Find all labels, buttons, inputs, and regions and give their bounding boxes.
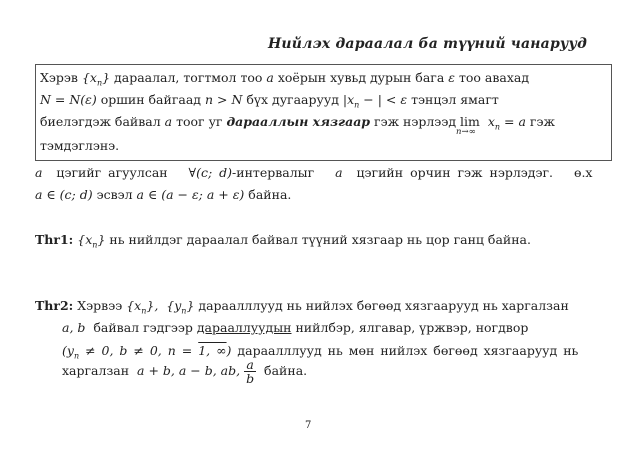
- definition-line-2: [40, 92, 499, 110]
- sequence-symbol: $\{x_n\}$: [77, 232, 106, 250]
- fraction: $\frac{a}{b}$: [246, 357, 255, 386]
- theorem-text: нь нийлдэг дараалал байвал түүний хязгаар нь цор ганц байна.: [109, 232, 531, 247]
- definition-line-3: [40, 114, 555, 137]
- math-var: a: [164, 114, 173, 129]
- theorem-label: Thr1:: [35, 232, 74, 247]
- note-line-2: a ∈ (c; d) эсвэл a ∈ (a − ε; a + ε) байна.: [35, 187, 292, 202]
- sequence-symbol: $\{x_n\}$,: [126, 298, 159, 316]
- theorem-2-line-4: харгалзан a + b, a − b, ab, $\frac{a}{b}$ байна.: [62, 357, 308, 386]
- math-expr: $|x_n$ − | < ε: [342, 92, 408, 110]
- definition-text: дараалал, тогтмол тоо: [114, 70, 263, 85]
- math-expr: $x_n = a$: [487, 114, 526, 132]
- sequence-symbol: $\{x_n\}$: [81, 70, 111, 88]
- theorem-2-line-1: Thr2: Хэрвээ $\{x_n\}$, $\{y_n\}$ дараалллууд нь нийлэх бөгөөд хязгаарууд нь харгалзан: [35, 298, 569, 316]
- theorem-2-line-3: ($y_n \ne 0$, b ≠ 0, n = 1, ∞) дараалллууд нь мөн нийлэх бөгөөд хязгаарууд нь: [62, 343, 579, 361]
- definition-text: Хэрэв: [40, 70, 78, 85]
- definition-text: тэмдэглэнэ.: [40, 138, 120, 153]
- definition-line-1: [40, 70, 529, 88]
- theorem-label: Thr2:: [35, 298, 74, 313]
- theorem-1: [35, 232, 531, 250]
- math-expr: n > N: [204, 92, 243, 107]
- sequence-symbol: $\{y_n\}$: [166, 298, 195, 316]
- definition-text: бүх дугаарууд: [246, 92, 339, 107]
- page-number: 7: [305, 420, 312, 431]
- note-line-1: a цэгийг агуулсан ∀(c; d)-интервалыг a цэгийн орчин гэж нэрлэдэг. ө.х: [35, 165, 593, 180]
- math-var: ε: [448, 70, 455, 85]
- definition-text: хоёрын хувьд дурын бага: [277, 70, 445, 85]
- math-expr: ($y_n \ne 0$, b ≠ 0, n = 1, ∞): [62, 343, 232, 361]
- definition-text: биелэгдэж байвал: [40, 114, 161, 129]
- math-expr: N = N(ε): [40, 92, 97, 107]
- definition-line-4: [40, 138, 119, 153]
- definition-text: тэнцэл ямагт: [411, 92, 499, 107]
- definition-text: гэж: [529, 114, 555, 129]
- page-title: Нийлэх дараалал ба түүний чанарууд: [268, 36, 588, 52]
- definition-text: оршин байгаад: [100, 92, 201, 107]
- theorem-2-line-2: a, b байвал гэдгээр дарааллуудын нийлбэр, ялгавар, үржвэр, ногдвор: [62, 320, 529, 335]
- definition-text: тоог уг: [176, 114, 223, 129]
- limit-operator: lim n→∞: [456, 114, 480, 137]
- definition-text: тоо авахад: [458, 70, 530, 85]
- defined-term: дарааллын хязгаар: [226, 114, 371, 129]
- definition-text: гэж нэрлээд: [374, 114, 457, 129]
- math-var: a: [266, 70, 274, 85]
